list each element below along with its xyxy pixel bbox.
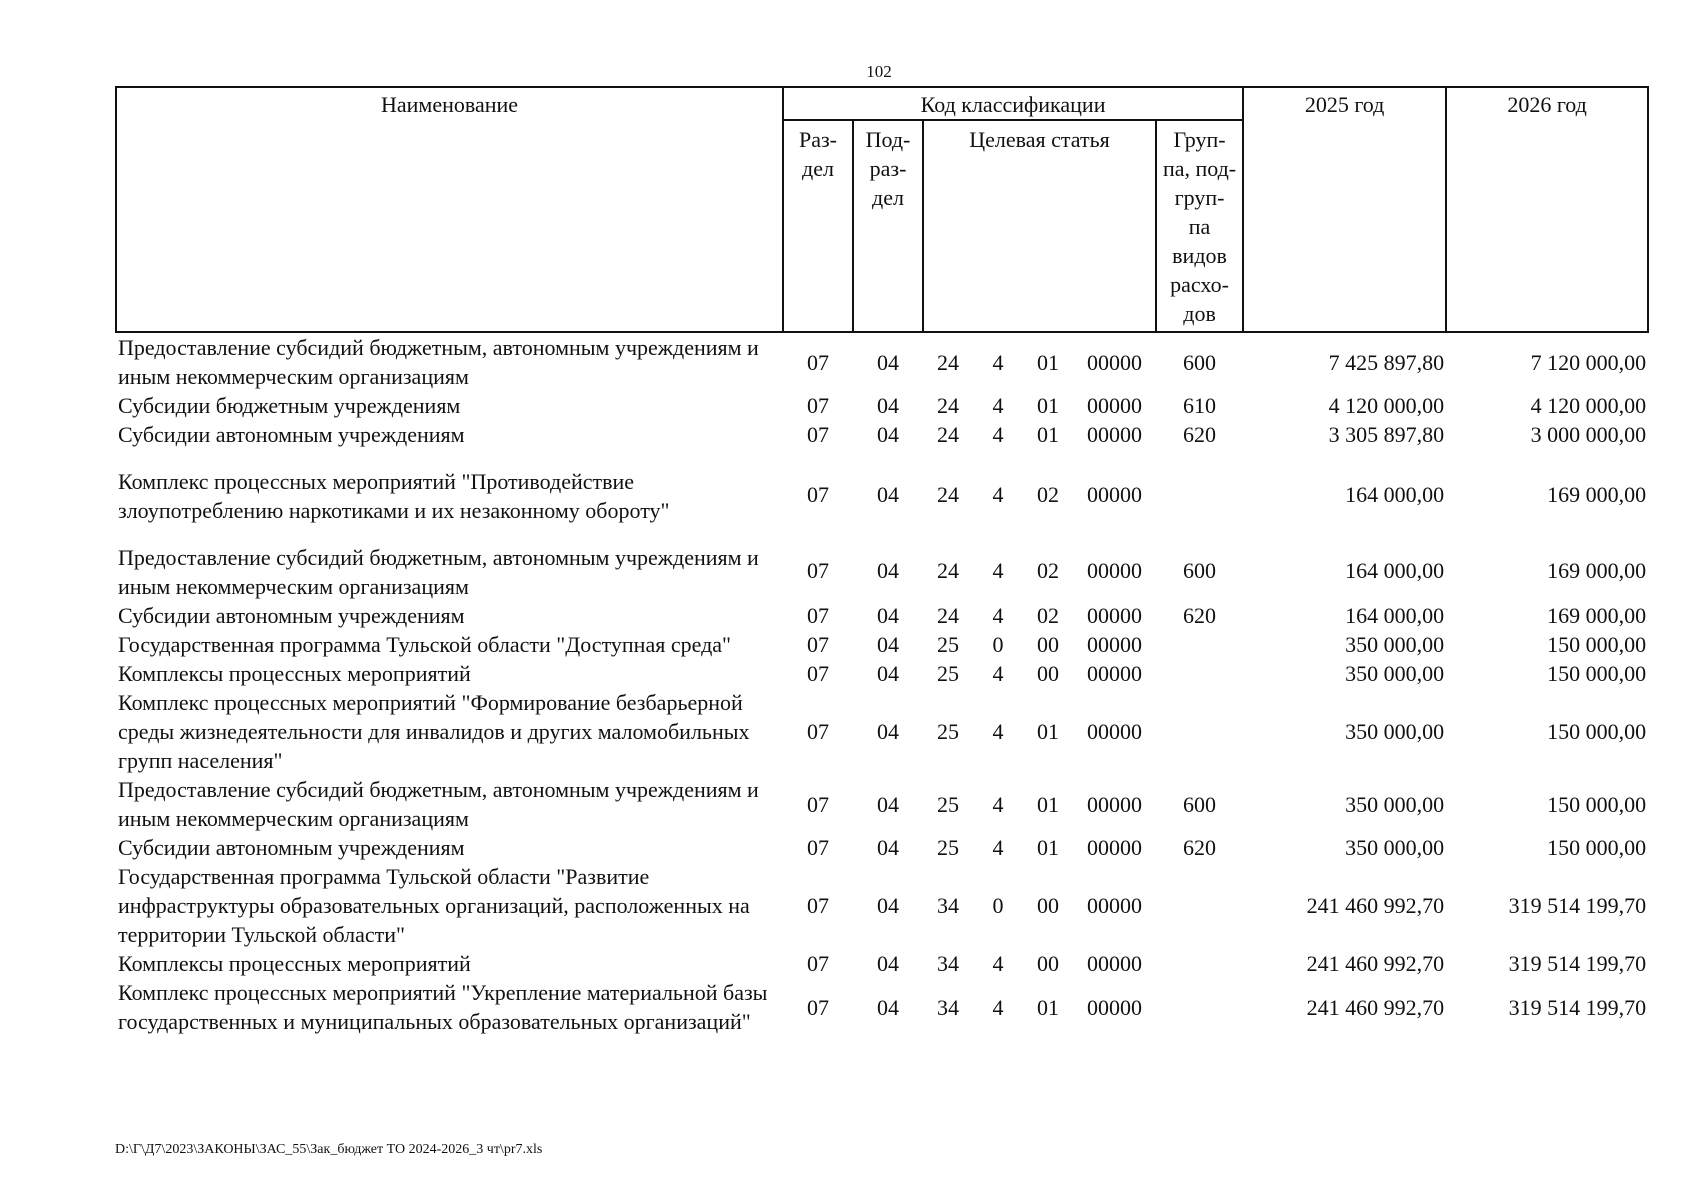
row-razdel: 07 xyxy=(807,632,829,657)
row-target-direction: 00000 xyxy=(1087,481,1142,507)
row-podrazdel: 04 xyxy=(877,393,899,418)
row-podrazdel: 04 xyxy=(877,349,899,375)
table-row xyxy=(116,688,1648,775)
row-podrazdel: 04 xyxy=(877,719,899,744)
row-amount-2025: 241 460 992,70 xyxy=(1306,951,1445,976)
table-body xyxy=(116,332,1648,1036)
row-podrazdel: 04 xyxy=(877,422,899,447)
row-amount-2025: 350 000,00 xyxy=(1345,835,1445,860)
row-name: Предоставление субсидий бюджетным, автономным учреждениям и иным некоммерческим организациям xyxy=(118,545,759,599)
row-razdel: 07 xyxy=(807,994,829,1020)
table-row xyxy=(116,978,1648,1036)
row-name: Комплекс процессных мероприятий "Противодействие злоупотреблению наркотиками и их незаконному обороту" xyxy=(118,469,670,523)
row-expense-group xyxy=(1156,449,1243,525)
row-target-program: 34 xyxy=(937,994,959,1020)
row-target-type: 0 xyxy=(992,893,1004,918)
row-target-direction: 00000 xyxy=(1087,393,1142,418)
row-target-type: 4 xyxy=(992,422,1004,447)
row-amount-2026: 3 000 000,00 xyxy=(1530,422,1647,447)
header-podrazdel: Под- раз- дел xyxy=(853,120,923,332)
row-name: Предоставление субсидий бюджетным, автономным учреждениям и иным некоммерческим организациям xyxy=(118,335,759,389)
row-target-direction: 00000 xyxy=(1087,994,1142,1020)
header-year-2025: 2025 год xyxy=(1243,87,1446,332)
table-row xyxy=(116,659,1648,688)
row-target-item: 01 xyxy=(1037,719,1059,744)
row-target-program: 24 xyxy=(937,422,959,447)
row-target-item: 01 xyxy=(1037,393,1059,418)
row-target-program: 25 xyxy=(937,661,959,686)
table-row xyxy=(116,391,1648,420)
row-target-type: 4 xyxy=(992,603,1004,628)
row-target-item: 01 xyxy=(1037,422,1059,447)
row-razdel: 07 xyxy=(807,422,829,447)
row-podrazdel: 04 xyxy=(877,791,899,817)
row-podrazdel: 04 xyxy=(877,893,899,918)
row-target-program: 34 xyxy=(937,951,959,976)
row-amount-2025: 164 000,00 xyxy=(1345,557,1445,583)
row-target-type: 4 xyxy=(992,661,1004,686)
row-target-direction: 00000 xyxy=(1087,557,1142,583)
row-target-item: 00 xyxy=(1037,661,1059,686)
row-name: Субсидии автономным учреждениям xyxy=(118,603,465,628)
table-row xyxy=(116,630,1648,659)
row-target-item: 01 xyxy=(1037,791,1059,817)
row-podrazdel: 04 xyxy=(877,835,899,860)
row-name: Комплекс процессных мероприятий "Формирование безбарьерной среды жизнедеятельности для инвалидов и других маломобильных групп населения" xyxy=(118,690,750,773)
row-target-type: 4 xyxy=(992,951,1004,976)
row-target-direction: 00000 xyxy=(1087,719,1142,744)
page-number: 102 xyxy=(866,62,892,81)
row-amount-2026: 7 120 000,00 xyxy=(1530,349,1647,375)
row-target-direction: 00000 xyxy=(1087,835,1142,860)
row-amount-2026: 319 514 199,70 xyxy=(1508,951,1647,976)
table-row xyxy=(116,949,1648,978)
table-row xyxy=(116,601,1648,630)
row-amount-2026: 150 000,00 xyxy=(1547,791,1647,817)
row-target-item: 01 xyxy=(1037,349,1059,375)
row-target-program: 25 xyxy=(937,791,959,817)
row-target-program: 34 xyxy=(937,893,959,918)
row-target-type: 4 xyxy=(992,393,1004,418)
table-header xyxy=(116,87,1648,332)
row-expense-group xyxy=(1156,949,1243,978)
row-expense-group xyxy=(1156,688,1243,775)
row-podrazdel: 04 xyxy=(877,994,899,1020)
row-expense-group xyxy=(1156,630,1243,659)
header-name: Наименование xyxy=(116,87,783,332)
row-target-program: 25 xyxy=(937,835,959,860)
row-expense-group: 610 xyxy=(1183,393,1217,418)
row-podrazdel: 04 xyxy=(877,557,899,583)
table-row xyxy=(116,332,1648,391)
row-amount-2026: 150 000,00 xyxy=(1547,719,1647,744)
row-amount-2026: 150 000,00 xyxy=(1547,661,1647,686)
row-target-type: 4 xyxy=(992,557,1004,583)
row-razdel: 07 xyxy=(807,791,829,817)
row-razdel: 07 xyxy=(807,835,829,860)
row-expense-group: 620 xyxy=(1183,422,1217,447)
row-amount-2026: 169 000,00 xyxy=(1547,603,1647,628)
row-amount-2025: 164 000,00 xyxy=(1345,603,1445,628)
row-target-item: 00 xyxy=(1037,951,1059,976)
header-classification: Код классификации xyxy=(783,87,1243,120)
row-razdel: 07 xyxy=(807,481,829,507)
footer-file-path: D:\Г\Д7\2023\ЗАКОНЫ\ЗАС_55\Зак_бюджет ТО 2024-2026_3 чт\pr7.xls xyxy=(115,1142,543,1157)
row-target-program: 24 xyxy=(937,557,959,583)
row-target-item: 02 xyxy=(1037,603,1059,628)
row-amount-2025: 7 425 897,80 xyxy=(1328,349,1445,375)
row-target-direction: 00000 xyxy=(1087,349,1142,375)
row-name: Комплекс процессных мероприятий "Укрепление материальной базы государственных и муниципальных образовательных организаций" xyxy=(118,980,768,1034)
row-amount-2026: 319 514 199,70 xyxy=(1508,994,1647,1020)
row-expense-group: 600 xyxy=(1183,791,1217,817)
row-amount-2026: 319 514 199,70 xyxy=(1508,893,1647,918)
row-podrazdel: 04 xyxy=(877,632,899,657)
row-amount-2025: 350 000,00 xyxy=(1345,791,1445,817)
row-expense-group xyxy=(1156,862,1243,949)
row-name: Субсидии автономным учреждениям xyxy=(118,835,465,860)
row-target-program: 24 xyxy=(937,393,959,418)
row-target-direction: 00000 xyxy=(1087,603,1142,628)
row-target-type: 4 xyxy=(992,719,1004,744)
row-amount-2026: 4 120 000,00 xyxy=(1530,393,1647,418)
row-target-program: 25 xyxy=(937,632,959,657)
row-target-program: 24 xyxy=(937,349,959,375)
table-row xyxy=(116,525,1648,601)
table-row xyxy=(116,420,1648,449)
row-target-item: 00 xyxy=(1037,893,1059,918)
row-razdel: 07 xyxy=(807,719,829,744)
row-target-direction: 00000 xyxy=(1087,951,1142,976)
row-target-type: 0 xyxy=(992,632,1004,657)
row-target-direction: 00000 xyxy=(1087,422,1142,447)
budget-table xyxy=(115,86,1649,1036)
header-year-2026: 2026 год xyxy=(1446,87,1648,332)
row-amount-2025: 164 000,00 xyxy=(1345,481,1445,507)
row-name: Комплексы процессных мероприятий xyxy=(118,951,471,976)
row-expense-group: 620 xyxy=(1183,835,1217,860)
row-amount-2025: 350 000,00 xyxy=(1345,632,1445,657)
row-name: Предоставление субсидий бюджетным, автономным учреждениям и иным некоммерческим организациям xyxy=(118,777,759,831)
row-expense-group xyxy=(1156,978,1243,1036)
row-amount-2025: 4 120 000,00 xyxy=(1328,393,1445,418)
row-target-direction: 00000 xyxy=(1087,791,1142,817)
row-razdel: 07 xyxy=(807,661,829,686)
row-name: Государственная программа Тульской области "Развитие инфраструктуры образовательных организаций, расположенных на территории Тульской области" xyxy=(118,864,750,947)
row-razdel: 07 xyxy=(807,951,829,976)
row-name: Государственная программа Тульской области "Доступная среда" xyxy=(118,632,732,657)
row-target-type: 4 xyxy=(992,791,1004,817)
row-target-item: 02 xyxy=(1037,557,1059,583)
row-amount-2025: 350 000,00 xyxy=(1345,719,1445,744)
row-target-type: 4 xyxy=(992,349,1004,375)
row-target-direction: 00000 xyxy=(1087,632,1142,657)
row-target-program: 24 xyxy=(937,481,959,507)
row-amount-2025: 3 305 897,80 xyxy=(1328,422,1445,447)
row-expense-group: 600 xyxy=(1183,349,1217,375)
row-amount-2026: 150 000,00 xyxy=(1547,835,1647,860)
row-target-type: 4 xyxy=(992,835,1004,860)
row-target-program: 24 xyxy=(937,603,959,628)
row-amount-2026: 169 000,00 xyxy=(1547,557,1647,583)
header-expense-group: Груп- па, под- груп- па видов расхо- дов xyxy=(1156,120,1243,332)
row-target-type: 4 xyxy=(992,994,1004,1020)
row-target-direction: 00000 xyxy=(1087,893,1142,918)
row-target-type: 4 xyxy=(992,481,1004,507)
row-podrazdel: 04 xyxy=(877,661,899,686)
row-name: Субсидии бюджетным учреждениям xyxy=(118,393,461,418)
row-razdel: 07 xyxy=(807,393,829,418)
row-razdel: 07 xyxy=(807,893,829,918)
header-razdel: Раз- дел xyxy=(783,120,853,332)
row-razdel: 07 xyxy=(807,603,829,628)
row-amount-2025: 241 460 992,70 xyxy=(1306,893,1445,918)
row-amount-2026: 169 000,00 xyxy=(1547,481,1647,507)
row-name: Субсидии автономным учреждениям xyxy=(118,422,465,447)
table-row xyxy=(116,862,1648,949)
row-razdel: 07 xyxy=(807,557,829,583)
row-razdel: 07 xyxy=(807,349,829,375)
row-target-item: 00 xyxy=(1037,632,1059,657)
row-amount-2026: 150 000,00 xyxy=(1547,632,1647,657)
table-row xyxy=(116,775,1648,833)
header-target-article: Целевая статья xyxy=(923,120,1156,332)
row-target-program: 25 xyxy=(937,719,959,744)
row-expense-group: 620 xyxy=(1183,603,1217,628)
row-amount-2025: 241 460 992,70 xyxy=(1306,994,1445,1020)
row-podrazdel: 04 xyxy=(877,951,899,976)
table-row xyxy=(116,833,1648,862)
row-target-item: 02 xyxy=(1037,481,1059,507)
row-expense-group: 600 xyxy=(1183,557,1217,583)
table-row xyxy=(116,449,1648,525)
row-expense-group xyxy=(1156,659,1243,688)
row-target-direction: 00000 xyxy=(1087,661,1142,686)
row-target-item: 01 xyxy=(1037,994,1059,1020)
row-target-item: 01 xyxy=(1037,835,1059,860)
row-amount-2025: 350 000,00 xyxy=(1345,661,1445,686)
row-podrazdel: 04 xyxy=(877,481,899,507)
row-podrazdel: 04 xyxy=(877,603,899,628)
row-name: Комплексы процессных мероприятий xyxy=(118,661,471,686)
